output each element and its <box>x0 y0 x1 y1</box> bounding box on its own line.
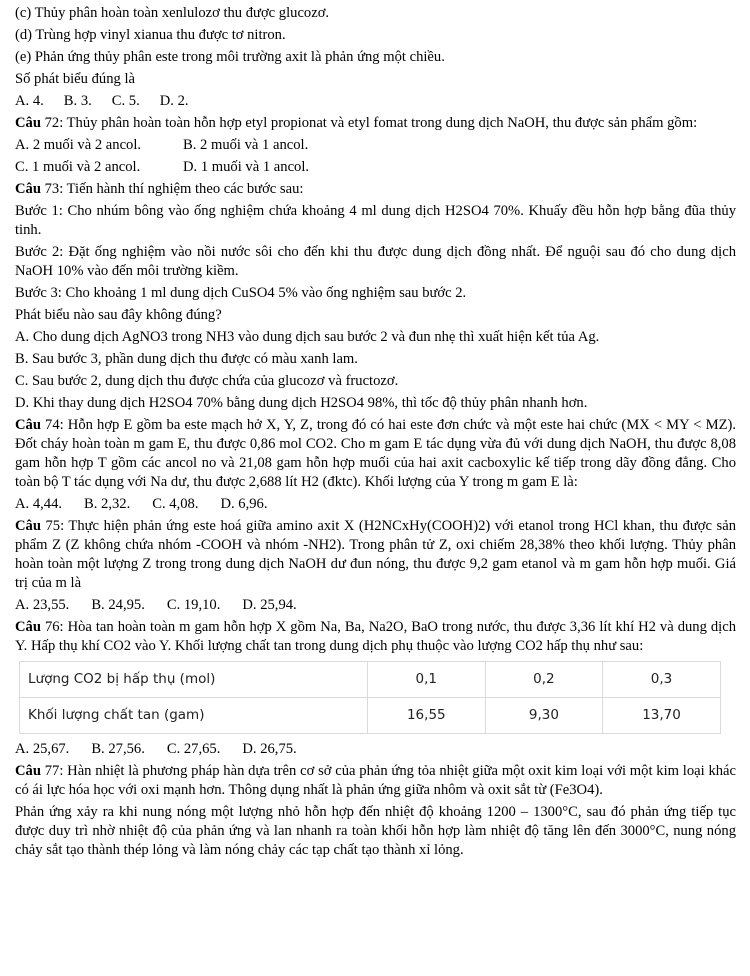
option-d: D. 2. <box>159 93 189 109</box>
q73-step-3: Bước 3: Cho khoảng 1 ml dung dịch CuSO4 5% vào ống nghiệm sau bước 2. <box>15 285 467 301</box>
statement-c: (c) Thủy phân hoàn toàn xenlulozơ thu được glucozơ. <box>15 5 330 21</box>
question-77: Câu 77: Hàn nhiệt là phương pháp hàn dựa trên cơ sở của phản ứng tỏa nhiệt giữa một oxit kim loại với một kim loại khác có ái lực hóa học với oxi mạnh hơn. Thông dụng nhất là phản ứng giữa nhôm và oxit sắt từ (Fe3O4). <box>15 763 736 798</box>
co2-table <box>19 661 721 734</box>
question-74: Câu 74: Hỗn hợp E gồm ba este mạch hở X, Y, Z, trong đó có hai este đơn chức và một este hai chức (MX < MY < MZ). Đốt cháy hoàn toàn m gam E, thu được 0,86 mol CO2. Cho m gam E tác dụng vừa đủ với dung dịch NaOH, thu được 8,08 gam hỗn hợp T gồm các ancol no và 21,08 gam hỗn hợp muối của hai axit cacboxylic kế tiếp trong dãy đồng đẳng. Cho toàn bộ T tác dụng với Na dư, thu được 2,688 lít H2 (đktc). Khối lượng của Y trong m gam E là: <box>15 417 736 490</box>
statement-d: (d) Trùng hợp vinyl xianua thu được tơ nitron. <box>15 27 286 43</box>
option-b: B. 2 muối và 1 ancol. <box>183 137 309 153</box>
option-a: A. 2 muối và 2 ancol. <box>15 137 142 153</box>
q71-options <box>15 92 736 111</box>
question-76: Câu 76: Hòa tan hoàn toàn m gam hỗn hợp X gồm Na, Ba, Na2O, BaO trong nước, thu được 3,36 lít khí H2 và dung dịch Y. Hấp thụ khí CO2 vào Y. Khối lượng chất tan trong dung dịch phụ thuộc vào lượng CO2 hấp thụ như sau: <box>15 619 736 654</box>
count-question: Số phát biểu đúng là <box>15 71 135 87</box>
option-d: D. 1 muối và 1 ancol. <box>183 159 310 175</box>
option-d: D. 26,75. <box>242 741 297 757</box>
option-d: D. 25,94. <box>242 597 297 613</box>
q76-options <box>15 740 736 759</box>
table-row <box>20 662 721 698</box>
option-b: B. 27,56. <box>91 741 145 757</box>
q77-paragraph-2: Phản ứng xảy ra khi nung nóng một lượng nhỏ hỗn hợp đến nhiệt độ khoảng 1200 – 1300°C, sau đó phản ứng tiếp tục được duy trì nhờ nhiệt độ của phản ứng và lan nhanh ra toàn khối hỗn hợp làm nhiệt độ tăng lên đến 3000°C, nung nóng chảy sắt tạo thành thép lỏng và làm nóng chảy các tạp chất tạo thành xỉ lỏng. <box>15 804 736 858</box>
table-cell: 0,2 <box>485 662 602 698</box>
option-b: B. 24,95. <box>91 597 145 613</box>
q73-step-1: Bước 1: Cho nhúm bông vào ống nghiệm chứa khoảng 4 ml dung dịch H2SO4 70%. Khuấy đều hỗn hợp bằng đũa thủy tinh. <box>15 203 736 238</box>
table-cell: 9,30 <box>485 698 602 734</box>
row-label: Khối lượng chất tan (gam) <box>20 698 368 734</box>
option-b: B. 2,32. <box>84 496 131 512</box>
statement-e: (e) Phản ứng thủy phân este trong môi trường axit là phản ứng một chiều. <box>15 49 445 65</box>
option-c: C. 1 muối và 2 ancol. <box>15 159 141 175</box>
question-75: Câu 75: Thực hiện phản ứng este hoá giữa amino axit X (H2NCxHy(COOH)2) với etanol trong HCl khan, thu được sản phẩm Z (Z không chứa nhóm -COOH và nhóm -NH2). Trong phân tử Z, oxi chiếm 28,38% theo khối lượng. Thủy phân hoàn toàn một lượng Z trong trong dung dịch NaOH dư đun nóng, thu được 9,2 gam etanol và m gam hỗn hợp muối. Giá trị của m là <box>15 518 736 591</box>
table-cell: 0,1 <box>367 662 485 698</box>
q73-option-c: C. Sau bước 2, dung dịch thu được chứa của glucozơ và fructozơ. <box>15 373 399 389</box>
question-73: Câu 73: Tiến hành thí nghiệm theo các bước sau: <box>15 181 304 197</box>
row-label: Lượng CO2 bị hấp thụ (mol) <box>20 662 368 698</box>
option-a: A. 4,44. <box>15 496 63 512</box>
option-c: C. 19,10. <box>166 597 221 613</box>
q75-options <box>15 596 736 615</box>
q73-prompt: Phát biểu nào sau đây không đúng? <box>15 307 222 323</box>
option-c: C. 27,65. <box>166 741 221 757</box>
table-cell: 0,3 <box>603 662 721 698</box>
table-row <box>20 698 721 734</box>
option-a: A. 23,55. <box>15 597 70 613</box>
q73-step-2: Bước 2: Đặt ống nghiệm vào nồi nước sôi cho đến khi thu được dung dịch đồng nhất. Để nguội sau đó cho dung dịch NaOH 10% vào đến môi trường kiềm. <box>15 244 736 279</box>
option-d: D. 6,96. <box>220 496 268 512</box>
question-72: Câu 72: Thủy phân hoàn toàn hỗn hợp etyl propionat và etyl fomat trong dung dịch NaOH, thu được sản phẩm gồm: <box>15 115 698 131</box>
table-cell: 16,55 <box>367 698 485 734</box>
q72-options-cd <box>15 158 736 177</box>
q73-option-b: B. Sau bước 3, phần dung dịch thu được có màu xanh lam. <box>15 351 358 367</box>
option-a: A. 4. <box>15 93 44 109</box>
option-b: B. 3. <box>63 93 92 109</box>
option-c: C. 4,08. <box>152 496 199 512</box>
option-a: A. 25,67. <box>15 741 70 757</box>
q73-option-d: D. Khi thay dung dịch H2SO4 70% bằng dung dịch H2SO4 98%, thì tốc độ thủy phân nhanh hơn. <box>15 395 588 411</box>
q72-options-ab <box>15 136 736 155</box>
q74-options <box>15 495 736 514</box>
table-cell: 13,70 <box>603 698 721 734</box>
q73-option-a: A. Cho dung dịch AgNO3 trong NH3 vào dung dịch sau bước 2 và đun nhẹ thì xuất hiện kết tủa Ag. <box>15 329 600 345</box>
option-c: C. 5. <box>111 93 140 109</box>
